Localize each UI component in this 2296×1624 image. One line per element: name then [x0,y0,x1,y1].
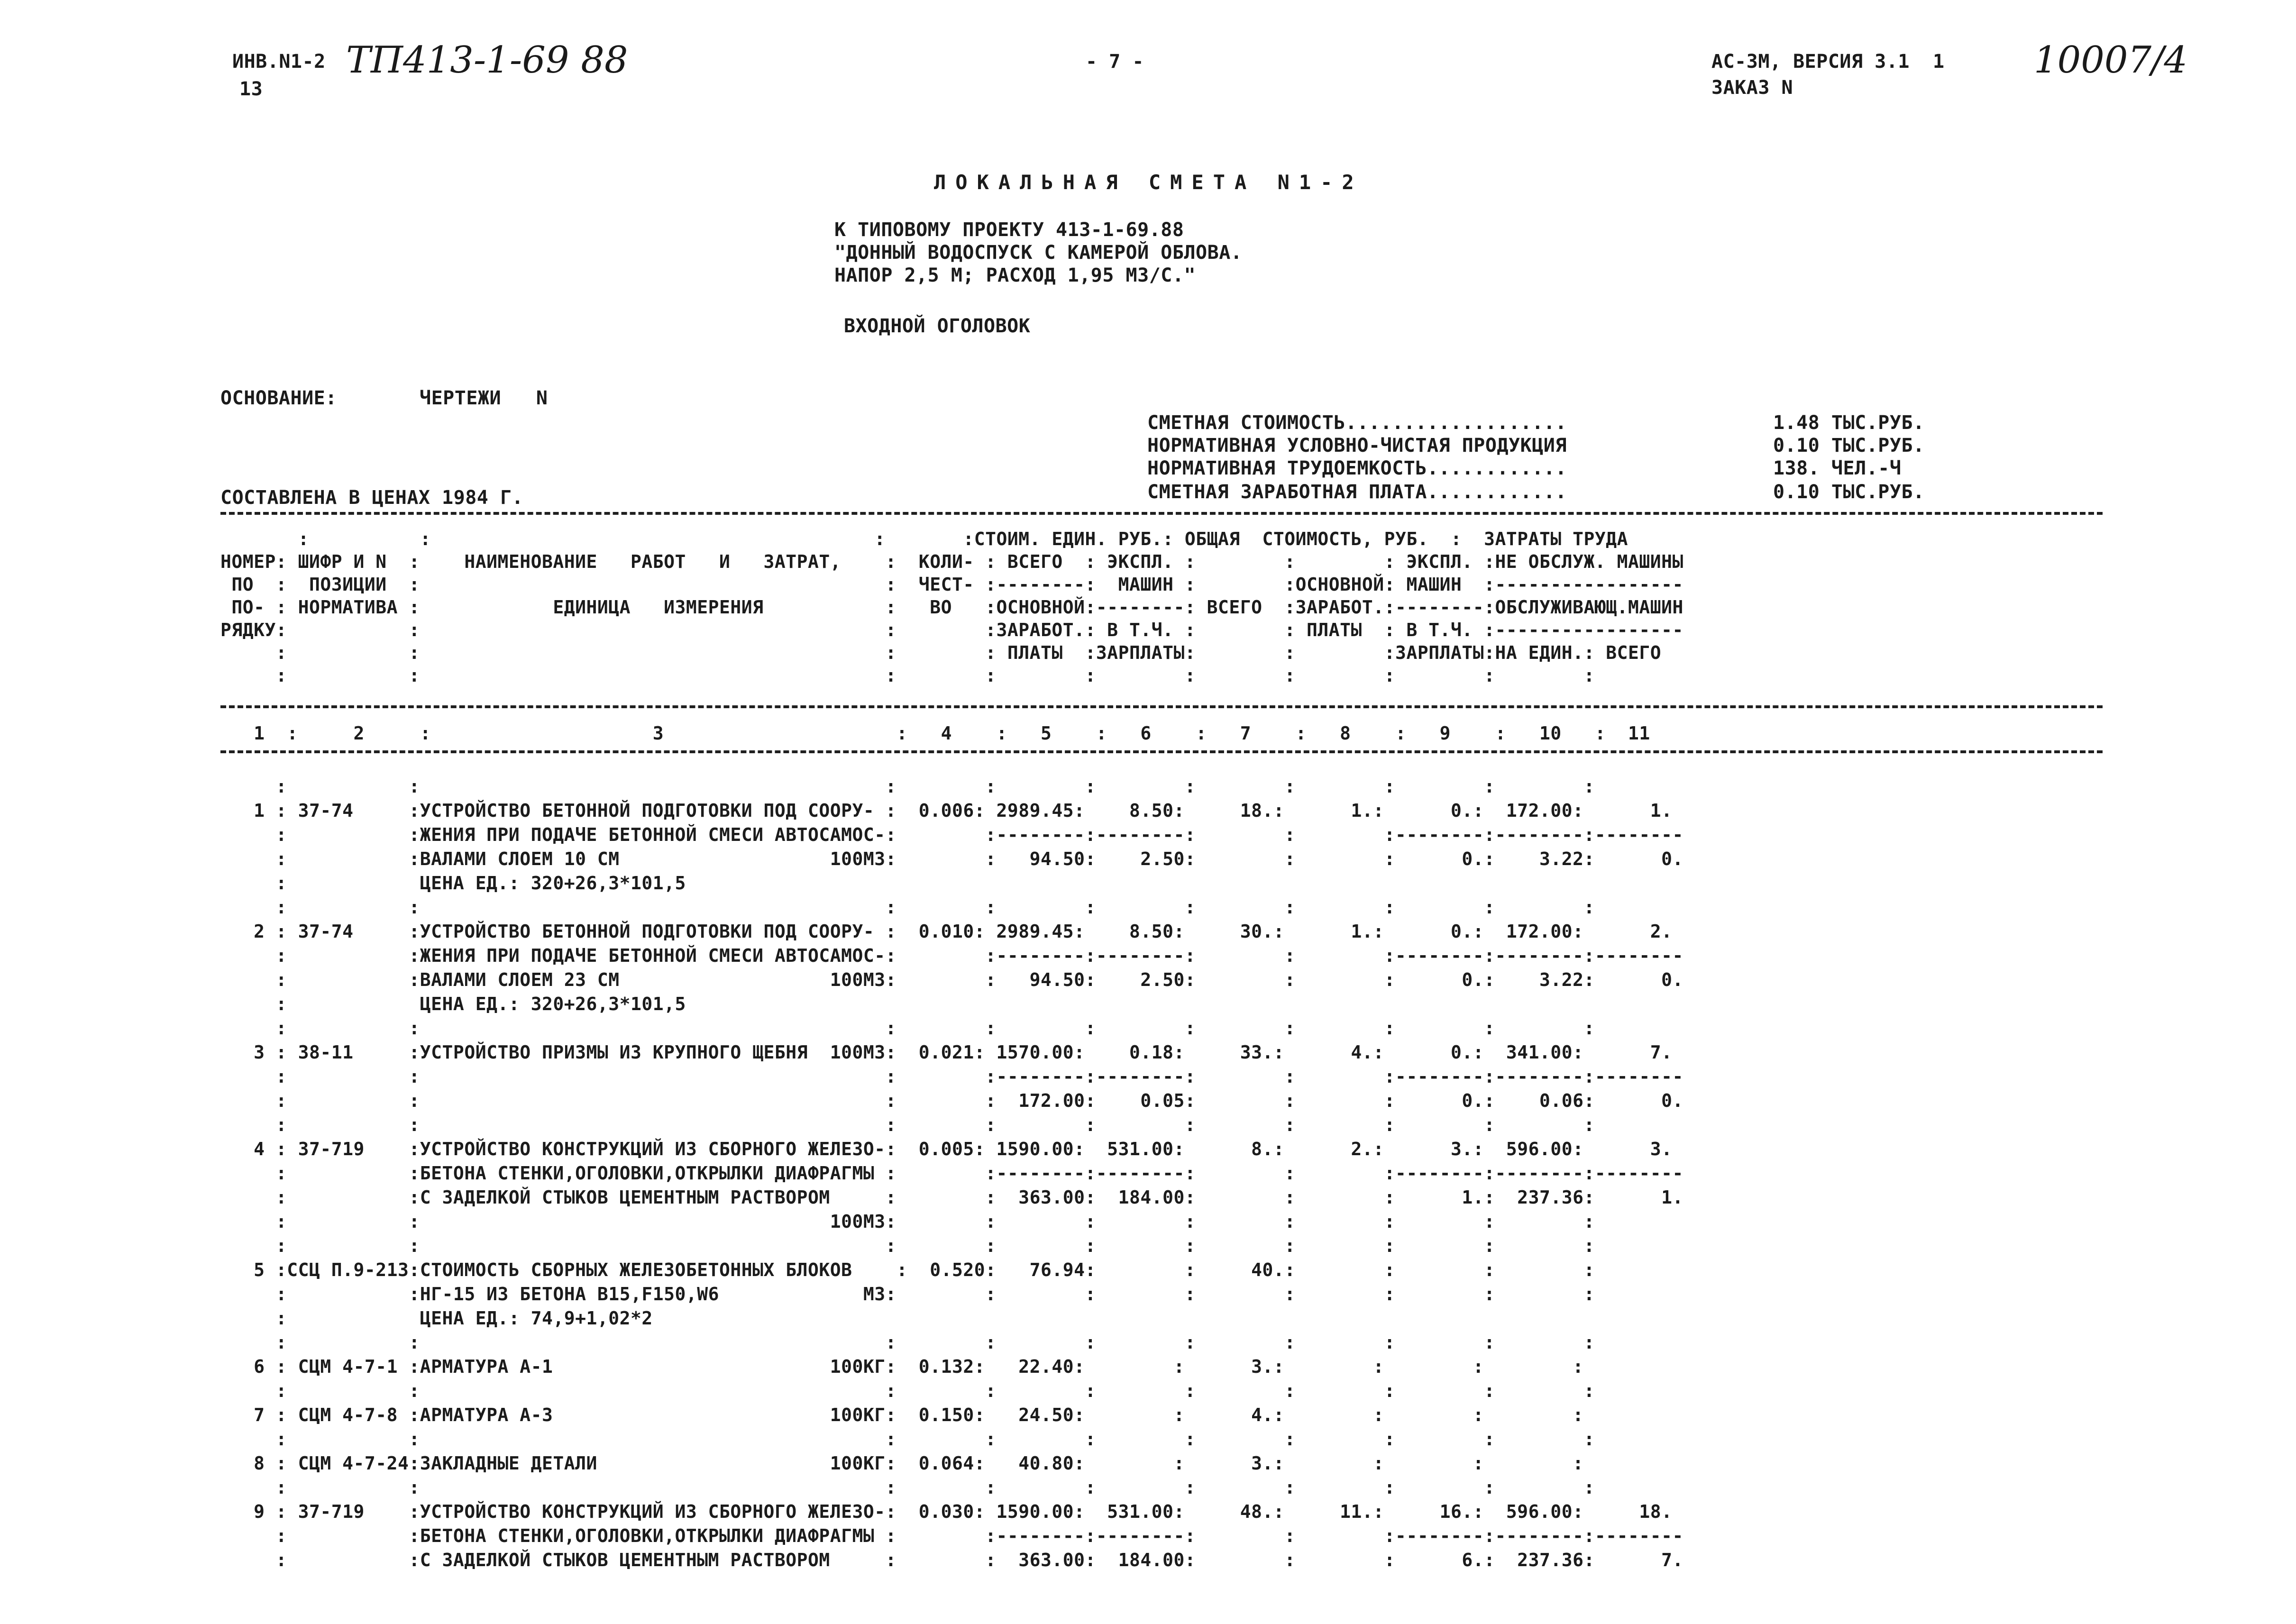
program-version: АС-3М, ВЕРСИЯ 3.1 1 [1711,51,1945,73]
table-row: : :БЕТОНА СТЕНКИ,ОГОЛОВКИ,ОТКРЫЛКИ ДИАФРАГМЫ : :--------:--------: : :--------:--------:-------- [220,1525,1683,1546]
table-header-line-4: ПО- : НОРМАТИВА : ЕДИНИЦА ИЗМЕРЕНИЯ : ВО :ОСНОВНОЙ:--------: ВСЕГО :ЗАРАБОТ.:--------:ОБСЛУЖИВАЮЩ.МАШИН [220,597,1683,618]
summary-label-2: НОРМАТИВНАЯ УСЛОВНО-ЧИСТАЯ ПРОДУКЦИЯ [1147,435,1567,456]
document-title: ЛОКАЛЬНАЯ СМЕТА N1-2 [934,171,1363,194]
summary-value-3: 138. ЧЕЛ.-Ч [1773,457,1902,479]
table-row: : :ВАЛАМИ СЛОЕМ 23 СМ 100М3: : 94.50: 2.50: : : 0.: 3.22: 0. [220,969,1683,990]
inventory-number-label: ИНВ.N1-2 [232,51,326,73]
column-number-rule [220,750,2103,753]
price-level-note: СОСТАВЛЕНА В ЦЕНАХ 1984 Г. [220,487,524,509]
summary-value-4: 0.10 ТЫС.РУБ. [1773,481,1925,503]
table-row: : : : : 172.00: 0.05: : : 0.: 0.06: 0. [220,1090,1683,1111]
project-ref-line-3: НАПОР 2,5 М; РАСХОД 1,95 М3/С." [834,265,1196,286]
table-row: : :НГ-15 ИЗ БЕТОНА В15,F150,W6 М3: : : : : : : : [220,1284,1595,1305]
table-header-line-5: РЯДКУ: : : :ЗАРАБОТ.: В Т.Ч. : : ПЛАТЫ : В Т.Ч. :----------------- [220,620,1683,640]
table-row: : :ЖЕНИЯ ПРИ ПОДАЧЕ БЕТОННОЙ СМЕСИ АВТОСАМОС-: :--------:--------: : :--------:--------:-------- [220,945,1683,966]
page-number: - 7 - [1086,51,1144,73]
project-ref-line-2: "ДОННЫЙ ВОДОСПУСК С КАМЕРОЙ ОБЛОВА. [834,242,1243,264]
summary-value-1: 1.48 ТЫС.РУБ. [1773,412,1925,434]
table-row: : ЦЕНА ЕД.: 74,9+1,02*2 [220,1308,653,1329]
table-row: : : : : : : : : : : [220,1477,1595,1498]
table-row: : : : : : : : : : : [220,1332,1595,1353]
table-header-line-6: : : : : ПЛАТЫ :ЗАРПЛАТЫ: : :ЗАРПЛАТЫ:НА ЕДИН.: ВСЕГО [220,642,1662,663]
table-row: : : : : : : : : : : [220,1429,1595,1450]
table-row: : :С ЗАДЕЛКОЙ СТЫКОВ ЦЕМЕНТНЫМ РАСТВОРОМ : : 363.00: 184.00: : : 6.: 237.36: 7. [220,1550,1683,1570]
summary-label-3: НОРМАТИВНАЯ ТРУДОЕМКОСТЬ............ [1147,457,1567,479]
table-header-line-2: НОМЕР: ШИФР И N : НАИМЕНОВАНИЕ РАБОТ И ЗАТРАТ, : КОЛИ- : ВСЕГО : ЭКСПЛ. : : : ЭКСПЛ. :НЕ ОБСЛУЖ. МАШИНЫ [220,551,1683,572]
table-row: : : : : : : : : : : [220,1018,1595,1039]
table-row: 9 : 37-719 :УСТРОЙСТВО КОНСТРУКЦИЙ ИЗ СБОРНОГО ЖЕЛЕЗО-: 0.030: 1590.00: 531.00: 48.: 11.: 16.: 596.00: 18. [220,1501,1673,1522]
table-row: : ЦЕНА ЕД.: 320+26,3*101,5 [220,873,686,894]
order-label: ЗАКАЗ N [1711,77,1793,99]
table-row: 7 : СЦМ 4-7-8 :АРМАТУРА А-3 100КГ: 0.150: 24.50: : 4.: : : : [220,1405,1584,1425]
basis-value: ЧЕРТЕЖИ N [420,387,548,409]
table-row: 5 :ССЦ П.9-213:СТОИМОСТЬ СБОРНЫХ ЖЕЛЕЗОБЕТОННЫХ БЛОКОВ : 0.520: 76.94: : 40.: : : : [220,1259,1595,1280]
table-row: : ЦЕНА ЕД.: 320+26,3*101,5 [220,994,686,1014]
table-header-line-3: ПО : ПОЗИЦИИ : : ЧЕСТ- :--------: МАШИН : :ОСНОВНОЙ: МАШИН :----------------- [220,574,1683,595]
table-row: : : : : : : : : : : [220,1380,1595,1401]
table-row: 2 : 37-74 :УСТРОЙСТВО БЕТОННОЙ ПОДГОТОВКИ ПОД СООРУ- : 0.010: 2989.45: 8.50: 30.: 1.: 0.: 172.00: 2. [220,921,1673,942]
table-row: : : : : : : : : : : [220,897,1595,918]
table-top-rule [220,512,2103,515]
basis-label: ОСНОВАНИЕ: [220,387,337,409]
table-row: : :С ЗАДЕЛКОЙ СТЫКОВ ЦЕМЕНТНЫМ РАСТВОРОМ : : 363.00: 184.00: : : 1.: 237.36: 1. [220,1187,1683,1208]
summary-label-1: СМЕТНАЯ СТОИМОСТЬ................... [1147,412,1567,434]
table-row: : : : :--------:--------: : :--------:--------:-------- [220,1066,1683,1087]
summary-label-4: СМЕТНАЯ ЗАРАБОТНАЯ ПЛАТА............ [1147,481,1567,503]
table-row: : :БЕТОНА СТЕНКИ,ОГОЛОВКИ,ОТКРЫЛКИ ДИАФРАГМЫ : :--------:--------: : :--------:--------:-------- [220,1163,1683,1184]
handwritten-order-number: 10007/4 [2034,39,2188,82]
handwritten-project-code: ТП413-1-69 88 [346,39,628,82]
table-row: : : : : : : : : : : [220,1235,1595,1256]
table-row: 8 : СЦМ 4-7-24:ЗАКЛАДНЫЕ ДЕТАЛИ 100КГ: 0.064: 40.80: : 3.: : : : [220,1453,1584,1474]
header-bottom-rule [220,705,2103,708]
table-row: : :ЖЕНИЯ ПРИ ПОДАЧЕ БЕТОННОЙ СМЕСИ АВТОСАМОС-: :--------:--------: : :--------:--------:-------- [220,824,1683,845]
column-numbers-line: 1 : 2 : 3 : 4 : 5 : 6 : 7 : 8 : 9 : 10 : 11 [220,723,1650,744]
table-row: : : 100М3: : : : : : : : [220,1211,1595,1232]
table-header-line-1: : : : :СТОИМ. ЕДИН. РУБ.: ОБЩАЯ СТОИМОСТЬ, РУБ. : ЗАТРАТЫ ТРУДА [220,529,1628,549]
sheet-number: 13 [239,78,263,100]
project-ref-line-1: К ТИПОВОМУ ПРОЕКТУ 413-1-69.88 [834,219,1184,241]
table-header-line-7: : : : : : : : : : : [220,665,1595,686]
table-row: 1 : 37-74 :УСТРОЙСТВО БЕТОННОЙ ПОДГОТОВКИ ПОД СООРУ- : 0.006: 2989.45: 8.50: 18.: 1.: 0.: 172.00: 1. [220,800,1673,821]
table-row: 3 : 38-11 :УСТРОЙСТВО ПРИЗМЫ ИЗ КРУПНОГО ЩЕБНЯ 100М3: 0.021: 1570.00: 0.18: 33.: 4.: 0.: 341.00: 7. [220,1042,1673,1063]
table-row: : : : : : : : : : : [220,1114,1595,1135]
table-row: : :ВАЛАМИ СЛОЕМ 10 СМ 100М3: : 94.50: 2.50: : : 0.: 3.22: 0. [220,848,1683,869]
summary-value-2: 0.10 ТЫС.РУБ. [1773,435,1925,456]
section-name: ВХОДНОЙ ОГОЛОВОК [844,315,1031,337]
table-row: : : : : : : : : : : [220,776,1595,797]
table-row: 6 : СЦМ 4-7-1 :АРМАТУРА А-1 100КГ: 0.132: 22.40: : 3.: : : : [220,1356,1584,1377]
table-row: 4 : 37-719 :УСТРОЙСТВО КОНСТРУКЦИЙ ИЗ СБОРНОГО ЖЕЛЕЗО-: 0.005: 1590.00: 531.00: 8.: 2.: 3.: 596.00: 3. [220,1139,1673,1159]
